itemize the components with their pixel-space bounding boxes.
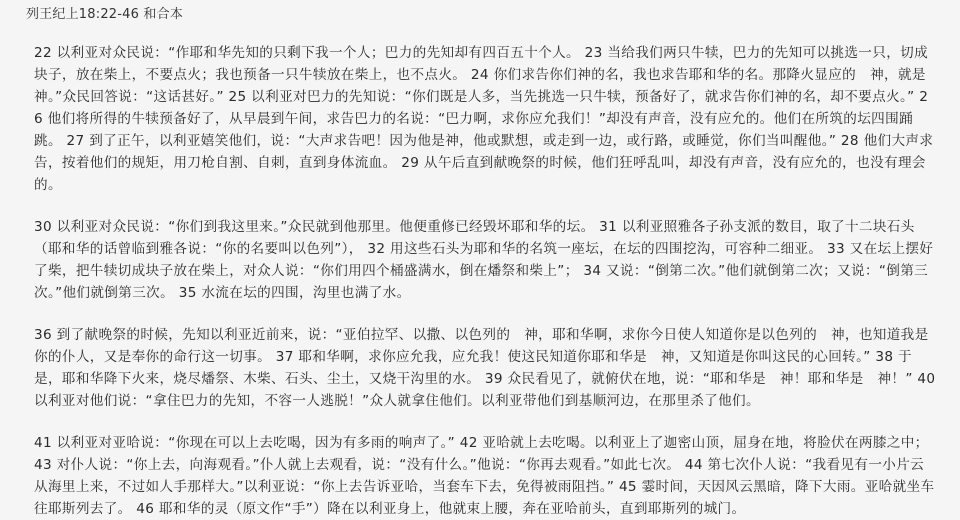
paragraph-verses-41-46: 41 以利亚对亚哈说：“你现在可以上去吃喝，因为有多雨的响声了。” 42 亚哈就上去吃喝。以利亚上了迦密山顶，屈身在地，将脸伏在两膝之中； 43 对仆人说：“你上去，向海观看。”仆人就上去观看，说：“没有什么。”他说：“你再去观看。”如此七次。 44 第七次仆人说：“我看见有一小片云从海里上来，不过如人手那样大。”以利亚说：“你上去告诉亚哈，当套车下去，免得被雨阻挡。” 45 霎时间，天因风云黑暗，降下大雨。亚哈就坐车往耶斯列去了。 46 耶和华的灵（原文作“手”）降在以利亚身上，他就束上腰，奔在亚哈前头，直到耶斯列的城门。 — [34, 435, 935, 517]
paragraph-verses-30-35: 30 以利亚对众民说：“你们到我这里来。”众民就到他那里。他便重修已经毁坏耶和华的坛。 31 以利亚照雅各子孙支派的数目，取了十二块石头（耶和华的话曾临到雅各说：“你的名要叫以色列”）， 32 用这些石头为耶和华的名筑一座坛，在坛的四围挖沟，可容种二细亚。 33 又在坛上摆好了柴，把牛犊切成块子放在柴上，对众人说：“你们用四个桶盛满水，倒在燔祭和柴上”； 34 又说：“倒第二次。”他们就倒第二次；又说：“倒第三次。”他们就倒第三次。 35 水流在坛的四围，沟里也满了水。 — [34, 219, 934, 301]
paragraph-verses-36-40: 36 到了献晚祭的时候，先知以利亚近前来，说：“亚伯拉罕、以撒、以色列的 神，耶和华啊，求你今日使人知道你是以色列的 神，也知道我是你的仆人，又是奉你的命行这一切事。 37 耶和华啊，求你应允我，应允我！使这民知道你耶和华是 神，又知道是你叫这民的心回转。” 38 于是，耶和华降下火来，烧尽燔祭、木柴、石头、尘土，又烧干沟里的水。 39 众民看见了，就俯伏在地，说：“耶和华是 神！耶和华是 神！” 40 以利亚对他们说：“拿住巴力的先知，不容一人逃脱！”众人就拿住他们。以利亚带他们到基顺河边，在那里杀了他们。 — [34, 327, 936, 409]
paragraph-verses-22-29: 22 以利亚对众民说：“作耶和华先知的只剩下我一个人；巴力的先知却有四百五十个人。 23 当给我们两只牛犊，巴力的先知可以挑选一只，切成块子，放在柴上，不要点火；我也预备一只牛犊放在柴上，也不点火。 24 你们求告你们神的名，我也求告耶和华的名。那降火显应的 神，就是 神。”众民回答说：“这话甚好。” 25 以利亚对巴力的先知说：“你们既是人多，当先挑选一只牛犊，预备好了，就求告你们神的名，却不要点火。” 26 他们将所得的牛犊预备好了，从早晨到午间，求告巴力的名说：“巴力啊，求你应允我们！”却没有声音，没有应允的。他们在所筑的坛四围踊跳。 27 到了正午，以利亚嬉笑他们，说：“大声求告吧！因为他是神，他或默想，或走到一边，或行路，或睡觉，你们当叫醒他。” 28 他们大声求告，按着他们的规矩，用刀枪自割、自刺，直到身体流血。 29 从午后直到献晚祭的时候，他们狂呼乱叫，却没有声音，没有应允的，也没有理会的。 — [34, 45, 940, 193]
page-title: 列王纪上18:22-46 和合本 — [26, 7, 184, 22]
